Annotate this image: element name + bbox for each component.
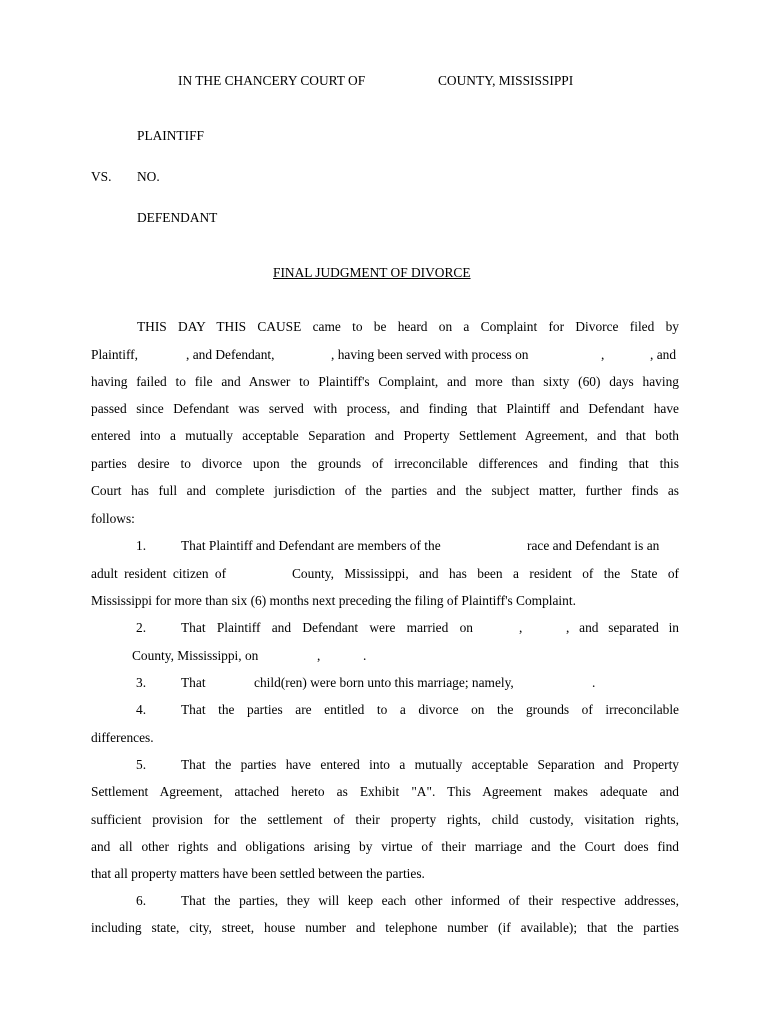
intro-line-2-comma: ,: [601, 347, 605, 362]
item-1-line-b: race and Defendant is an: [527, 538, 660, 553]
item-1-line-c: adult resident citizen of: [91, 566, 227, 581]
item-2-period: .: [363, 648, 367, 663]
item-4-line-a: That the parties are entitled to a divorce on the grounds of irreconcilable: [181, 702, 679, 717]
item-6-number: 6.: [136, 893, 147, 908]
item-5-line-d: and all other rights and obligations arising by virtue of their marriage and the Court does find: [91, 839, 679, 854]
intro-line-6: parties desire to divorce upon the grounds of irreconcilable differences and finding that this: [91, 456, 679, 471]
intro-line-4: passed since Defendant was served with process, and finding that Plaintiff and Defendant have: [91, 401, 679, 416]
item-2-line-d: County, Mississippi, on: [132, 648, 259, 663]
intro-line-8: follows:: [91, 511, 135, 526]
court-heading-left: IN THE CHANCERY COURT OF: [178, 73, 366, 88]
item-6-line-a: That the parties, they will keep each other informed of their respective addresses,: [181, 893, 679, 908]
case-number-label: NO.: [137, 169, 160, 184]
document-title: FINAL JUDGMENT OF DIVORCE: [273, 265, 471, 280]
item-3-line-a: That: [181, 675, 206, 690]
item-1-line-d: County, Mississippi, and has been a resident of the State of: [292, 566, 679, 581]
item-2-comma-2: ,: [317, 648, 321, 663]
intro-line-5: entered into a mutually acceptable Separation and Property Settlement Agreement, and that both: [91, 428, 679, 443]
intro-line-3: having failed to file and Answer to Plaintiff's Complaint, and more than sixty (60) days having: [91, 374, 679, 389]
item-1-number: 1.: [136, 538, 147, 553]
intro-line-2-defendant: , and Defendant,: [186, 347, 275, 362]
intro-line-2-and: , and: [650, 347, 677, 362]
plaintiff-label: PLAINTIFF: [137, 128, 204, 143]
item-3-number: 3.: [136, 675, 147, 690]
item-4-number: 4.: [136, 702, 147, 717]
item-1-line-a: That Plaintiff and Defendant are members of the: [181, 538, 441, 553]
item-5-line-e: that all property matters have been settled between the parties.: [91, 866, 425, 881]
intro-line-2-plaintiff: Plaintiff,: [91, 347, 138, 362]
item-2-line-a: That Plaintiff and Defendant were married on: [181, 620, 473, 635]
item-3-period: .: [592, 675, 596, 690]
item-1-line-e: Mississippi for more than six (6) months next preceding the filing of Plaintiff's Complaint.: [91, 593, 576, 608]
item-5-line-a: That the parties have entered into a mutually acceptable Separation and Property: [181, 757, 679, 772]
court-heading-right: COUNTY, MISSISSIPPI: [438, 73, 574, 88]
vs-label: VS.: [91, 169, 112, 184]
intro-line-2-process: , having been served with process on: [331, 347, 529, 362]
item-2-comma: ,: [519, 620, 523, 635]
item-2-number: 2.: [136, 620, 147, 635]
item-3-line-b: child(ren) were born unto this marriage; namely,: [254, 675, 514, 690]
item-5-line-c: sufficient provision for the settlement of their property rights, child custody, visitation rights,: [91, 812, 679, 827]
defendant-label: DEFENDANT: [137, 210, 218, 225]
item-5-number: 5.: [136, 757, 147, 772]
item-5-line-b: Settlement Agreement, attached hereto as Exhibit "A". This Agreement makes adequate and: [91, 784, 679, 799]
item-2-line-c: , and separated in: [566, 620, 679, 635]
intro-line-1: THIS DAY THIS CAUSE came to be heard on a Complaint for Divorce filed by: [137, 319, 679, 334]
intro-line-7: Court has full and complete jurisdiction of the parties and the subject matter, further finds as: [91, 483, 679, 498]
item-4-line-b: differences.: [91, 730, 154, 745]
item-6-line-b: including state, city, street, house number and telephone number (if available); that the parties: [91, 920, 679, 935]
